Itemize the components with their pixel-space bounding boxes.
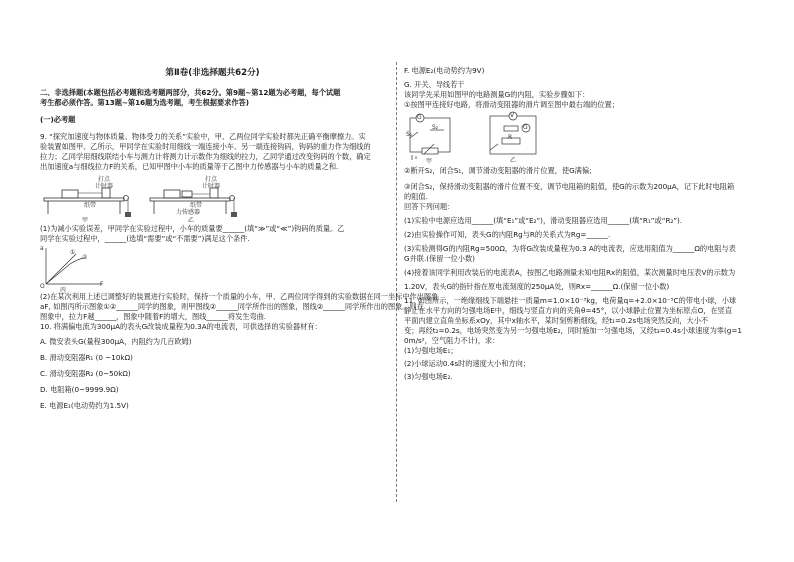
q10-3-line-1: (3)实验测得G的内阻Rg=500Ω，为将G改装成量程为0.3 A的电流表，应选用阻值为______Ω的电阻与表	[404, 244, 736, 253]
q10-2: (2)由实验操作可知，表头G的内阻Rg与R的关系式为Rg=______.	[404, 230, 611, 239]
label-tape-jia: 纸带	[84, 202, 97, 209]
label-dot-timer-jia: 打点	[98, 176, 111, 183]
column-divider	[396, 62, 397, 502]
option-a: A. 微安表头G(量程300μA，内阻约为几百欧姆)	[40, 337, 192, 346]
q11-line-4: 变；再经t₂=0.2s，电场突然变为另一匀强电场E₂，同时施加一匀强电场，又经t₃=0.4s小球速度为零(g=1	[404, 326, 742, 335]
subsection-required: (一)必考题	[40, 115, 76, 124]
graph-bing	[40, 244, 385, 292]
section-title: 第Ⅱ卷(非选择题共62分)	[165, 68, 260, 78]
q11-line-3: 平面内建立直角坐标系xOy，其中x轴水平，某时刻剪断细线，经t₁=0.2s电场突然反向，大小不	[404, 316, 709, 325]
option-f: F. 电源E₂(电动势约为9V)	[404, 66, 485, 75]
option-g: G. 开关、导线若干	[404, 80, 465, 89]
label-v: V	[510, 112, 515, 119]
label-dot-timer-yi: 打点	[205, 176, 218, 183]
q11-line-5: 0m/s²，空气阻力不计)，求：	[404, 336, 500, 345]
label-timer-yi: 计时器	[202, 183, 221, 190]
label-sensor: 力传感器	[176, 209, 201, 216]
procedure-intro: 该同学先采用如图甲的电路测量G的内阻，实验步骤如下：	[404, 90, 590, 99]
option-b: B. 滑动变阻器R₁ (0 ~10kΩ)	[40, 353, 133, 362]
q9-line-2: 验装置如图甲、乙所示，甲同学在实验时用细线一端连接小车、另一端连接钩码，钩码的重力作为细线的	[40, 142, 371, 151]
label-tape-yi: 纸带	[190, 202, 203, 209]
q11-line-1: 11. 如图所示，一绝缘细线下端悬挂一质量m=1.0×10⁻³kg，电荷量q=+2.0×10⁻⁵C的带电小球，小球	[404, 296, 737, 305]
q10-stem: 10. 将满偏电流为300μA的表头G改装成量程为0.3A的电流表，可供选择的实验器材有：	[40, 322, 322, 331]
label-s1: S₁	[406, 131, 413, 138]
q9-line-3: 拉力；乙同学用细线联结小车与测力计将测力计示数作为细线的拉力，乙同学通过改变钩码的个数，确定	[40, 152, 371, 161]
q9-1-line-1: (1)为减小实验误差，甲同学在实验过程中，小车的质量要______(填“≫”或“≪”)钩码的质量。乙	[40, 224, 345, 233]
q10-1: (1)实验中电源应选用______(填“E₁”或“E₂”)，滑动变阻器应选用______(填“R₁”或“R₂”).	[404, 216, 683, 225]
label-g: G	[417, 114, 422, 121]
option-d: D. 电阻箱(0~9999.9Ω)	[40, 385, 119, 394]
apparatus-figure	[40, 172, 385, 224]
label-jia-circuit: 甲	[426, 158, 433, 165]
label-origin: O	[40, 283, 45, 290]
label-s2: S₂	[432, 124, 439, 131]
label-line-2: ②	[82, 254, 88, 261]
answer-prompt: 回答下列问题：	[404, 202, 455, 211]
option-e: E. 电源E₁(电动势约为1.5V)	[40, 401, 129, 410]
q9-line-1: 9. “探究加速度与物体质量、物体受力的关系”实验中，甲、乙两位同学实验时都先正确平衡摩擦力。实	[40, 132, 366, 141]
label-jia: 甲	[82, 217, 89, 224]
step-1: ①按图甲连接好电路，将滑动变阻器的滑片调至图中最右端的位置；	[404, 100, 619, 109]
label-yi: 乙	[188, 217, 195, 224]
label-bing: 丙	[60, 287, 67, 294]
q11-sub-2: (2)小球运动0.4s时的速度大小和方向；	[404, 359, 530, 368]
q10-4-line-2: 1.20V，表头G的指针指在原电流刻度的250μA处，则Rx=______Ω.(保留一位小数)	[404, 282, 670, 291]
step-3-line-2: 的阻值.	[404, 192, 428, 201]
q11-line-2: 静止在水平方向的匀强电场E中，细线与竖直方向的夹角θ=45°，以小球静止位置为坐标原点O，在竖直	[404, 306, 733, 315]
label-g-yi: G	[523, 124, 528, 131]
q10-4-line-1: (4)接着该同学利用改装后的电流表A，按图乙电路测量未知电阻Rx的阻值，某次测量时电压表V的示数为	[404, 268, 736, 277]
circuit-diagram	[404, 110, 554, 164]
q9-2-line-2: aF, 如图丙所示图象①②______同学的图象，则甲图线②______同学所作出的图象，图线②______同学所作出的图象。则在	[40, 302, 424, 311]
label-line-1: ①	[70, 249, 76, 256]
section-instructions-2: 考生都必须作答。第13题~第16题为选考题，考生根据要求作答)	[40, 98, 250, 107]
label-timer-jia: 计时器	[95, 183, 114, 190]
label-axis-a: a	[40, 245, 44, 252]
label-axis-f: F	[100, 281, 104, 288]
q9-line-4: 出加速度a与细线拉力F的关系，已知甲图中小车的质量等于乙图中力传感器与小车的质量之和.	[40, 162, 339, 171]
label-r: R	[508, 134, 513, 141]
q9-2-line-1: (2)在某次利用上述已调整好的装置进行实验时，保持一个质量的小车，甲、乙两位同学得到的实验数据在同一坐标中作出图象	[40, 292, 439, 301]
step-2: ②断开S₂，闭合S₁，调节滑动变阻器的滑片位置，使G满偏；	[404, 166, 597, 175]
q9-2-line-3: 图象中，拉力F越______，图象中随着F的增大，图线______将发生弯曲.	[40, 312, 267, 321]
q11-sub-3: (3)匀强电场E₂.	[404, 372, 453, 381]
q11-sub-1: (1)匀强电场E₁；	[404, 346, 458, 355]
label-yi-circuit: 乙	[510, 157, 517, 164]
option-c: C. 滑动变阻器R₂ (0~50kΩ)	[40, 369, 131, 378]
circuit-figure	[404, 110, 756, 166]
q10-3-line-2: G并联.(保留一位小数)	[404, 254, 475, 263]
right-column	[404, 66, 756, 382]
section-instructions-1: 二、非选择题(本题包括必考题和选考题两部分，共62分。第9题~第12题为必考题，每个试题	[40, 88, 341, 97]
q9-1-line-2: 同学在实验过程中，______(选填“需要”或“不需要”)满足这个条件.	[40, 234, 250, 243]
step-3-line-1: ③闭合S₂，保持滑动变阻器的滑片位置不变，调节电阻箱的阻值，使G的示数为200μA，记下此时电阻箱	[404, 182, 735, 191]
